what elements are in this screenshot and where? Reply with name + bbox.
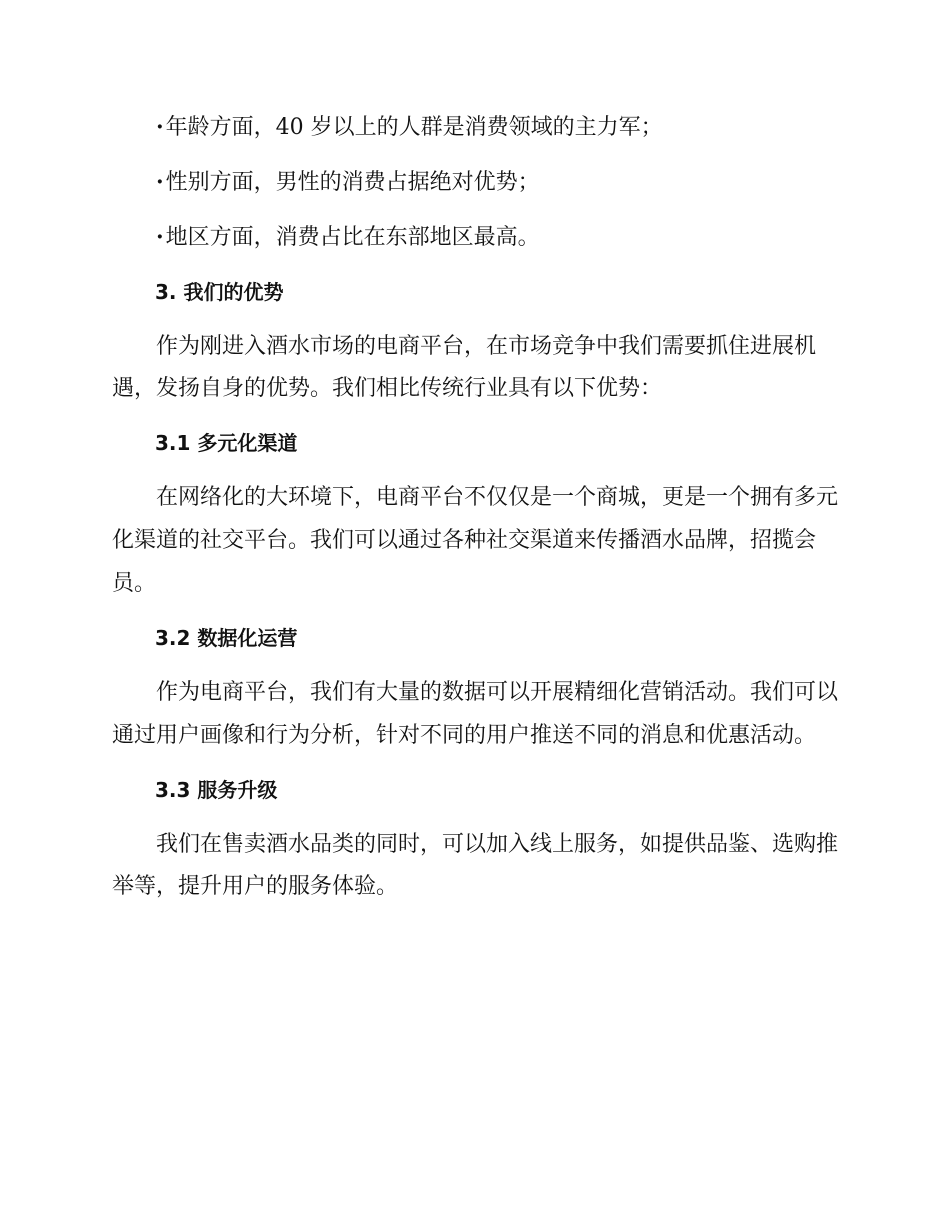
paragraph-line: 作为刚进入酒水市场的电商平台，在市场竞争中我们需要抓住进展机 [156,334,817,359]
bullet-item-age [156,112,876,142]
paragraph-line: 员。 [112,571,157,596]
section-heading-service: 3.3 服务升级 [155,778,278,802]
bullet-item-gender [156,167,876,197]
paragraph-line: 在网络化的大环境下，电商平台不仅仅是一个商城，更是一个拥有多元 [156,485,839,510]
paragraph-line: 作为电商平台，我们有大量的数据可以开展精细化营销活动。我们可以 [156,680,839,705]
section-heading-data-ops: 3.2 数据化运营 [155,626,298,650]
paragraph-line: 我们在售卖酒水品类的同时，可以加入线上服务，如提供品鉴、选购推 [156,832,839,857]
paragraph-line: 遇，发扬自身的优势。我们相比传统行业具有以下优势： [112,376,663,401]
bullet-text: 年龄方面，40 岁以上的人群是消费领域的主力军； [165,115,663,140]
paragraph-line: 化渠道的社交平台。我们可以通过各种社交渠道来传播酒水品牌，招揽会 [112,528,817,553]
section-heading-advantages: 3. 我们的优势 [155,280,284,304]
bullet-text: 性别方面，男性的消费占据绝对优势； [165,170,540,195]
paragraph-line: 通过用户画像和行为分析，针对不同的用户推送不同的消息和优惠活动。 [112,723,817,748]
paragraph-line: 举等，提升用户的服务体验。 [112,874,399,899]
bullet-mark: · [156,169,164,195]
section-heading-channels: 3.1 多元化渠道 [155,431,298,455]
bullet-mark: · [156,114,164,140]
bullet-text: 地区方面，消费占比在东部地区最高。 [165,225,540,250]
bullet-item-region [156,222,876,252]
bullet-mark: · [156,224,164,250]
